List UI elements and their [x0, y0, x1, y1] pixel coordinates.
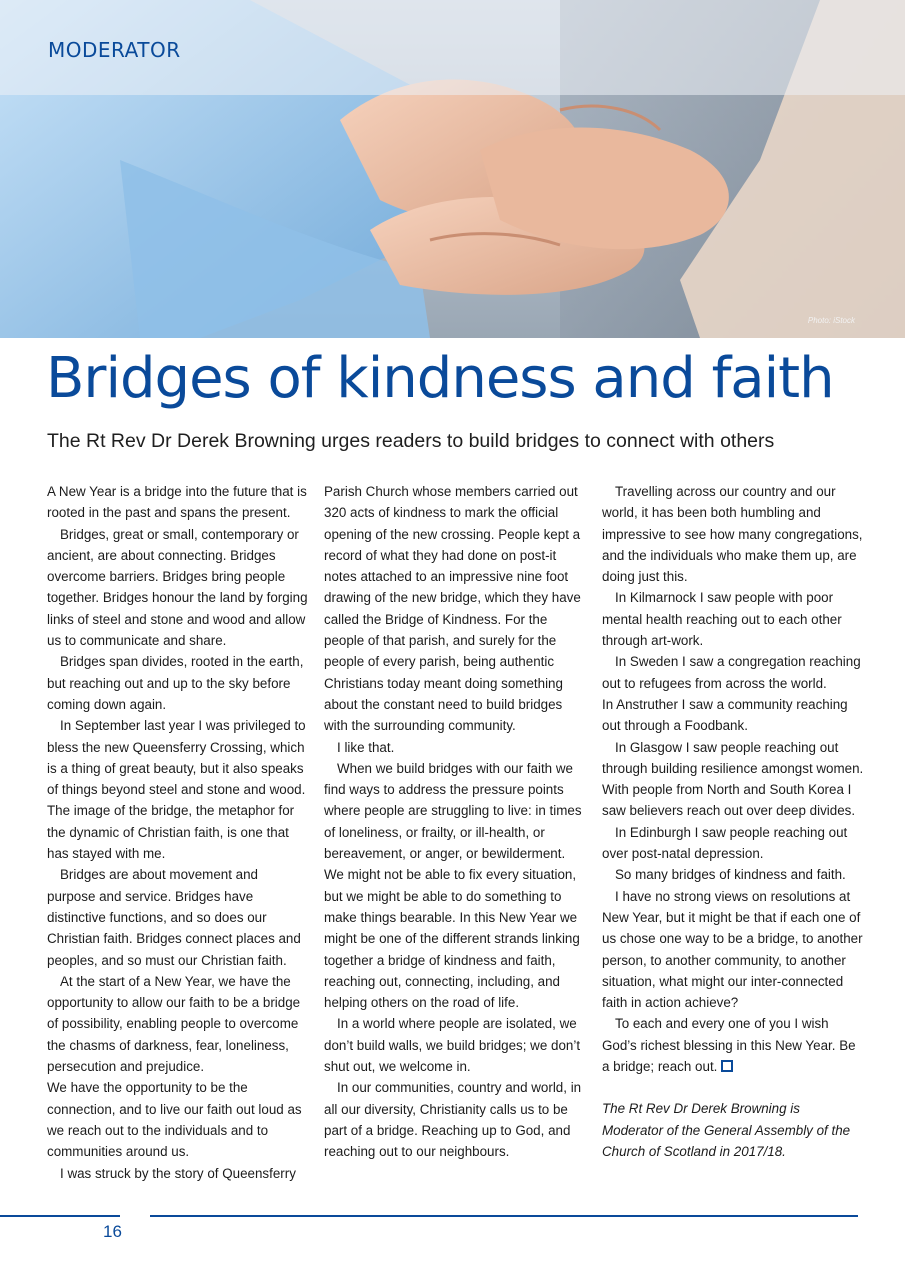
paragraph: In Sweden I saw a congregation reaching out to refugees from across the world. — [602, 654, 861, 691]
paragraph: Bridges are about movement and purpose and service. Bridges have distinctive functions, and so does our Christian faith. Bridges connect places and peoples, and so must our Christian faith. — [47, 867, 301, 968]
paragraph: So many bridges of kindness and faith. — [615, 867, 846, 883]
footer-rule-right — [150, 1215, 858, 1217]
paragraph: I like that. — [337, 739, 395, 755]
paragraph: In a world where people are isolated, we don’t build walls, we build bridges; we don’t shut out, we welcome in. — [324, 1016, 581, 1075]
paragraph: In Kilmarnock I saw people with poor mental health reaching out to each other through art-work. — [602, 590, 842, 649]
author-bio: The Rt Rev Dr Derek Browning is Moderator of the General Assembly of the Church of Scotland in 2017/18. — [602, 1101, 851, 1159]
paragraph: A New Year is a bridge into the future that is rooted in the past and spans the present. — [47, 484, 307, 521]
page-number: 16 — [103, 1222, 122, 1241]
article-subtitle: The Rt Rev Dr Derek Browning urges readers to build bridges to connect with others — [47, 430, 775, 452]
paragraph: Bridges, great or small, contemporary or ancient, are about connecting. Bridges overcome barriers. Bridges bring people together. Bridges honour the land by forging links of steel and stone and wood and allow us to communicate and share. — [47, 526, 308, 649]
article-column-2 — [324, 481, 586, 1163]
footer-rule-left — [0, 1215, 120, 1217]
end-mark-icon — [721, 1060, 733, 1072]
paragraph: At the start of a New Year, we have the opportunity to allow our faith to be a bridge of possibility, enabling people to overcome the chasms of darkness, fear, loneliness, persecution and prejudice. — [47, 973, 301, 1075]
hero-photo — [0, 0, 905, 338]
paragraph: In Edinburgh I saw people reaching out over post-natal depression. — [602, 824, 848, 862]
paragraph: In Anstruther I saw a community reaching out through a Foodbank. — [602, 696, 848, 734]
closing-paragraph — [602, 1013, 864, 1077]
paragraph: We have the opportunity to be the connection, and to live our faith out loud as we reach out to the individuals and to communities around us. — [47, 1080, 302, 1160]
paragraph: Parish Church whose members carried out 320 acts of kindness to mark the official opening of the new crossing. People kept a record of what they had done on post-it notes attached to an impressive nine foot drawing of the new bridge, which they have called the Bridge of Kindness. For the people of that parish, and surely for the people of every parish, being authentic Christians today meant doing something about the constant need to build bridges with the surrounding community. — [324, 484, 581, 734]
paragraph: In our communities, country and world, in all our diversity, Christianity calls us to be part of a bridge. Reaching up to God, and reaching out to our neighbours. — [324, 1080, 582, 1160]
article-column-1 — [47, 481, 309, 1184]
paragraph: I was struck by the story of Queensferry — [60, 1165, 296, 1181]
photo-credit: Photo: iStock — [807, 316, 855, 325]
paragraph: I have no strong views on resolutions at New Year, but it might be that if each one of us chose one way to be a bridge, to another person, to another community, to another situation, what might our inter-connected faith in action achieve? — [602, 888, 863, 1011]
paragraph: Bridges span divides, rooted in the earth, but reaching out and up to the sky before coming down again. — [47, 654, 304, 712]
article-title: Bridges of kindness and faith — [46, 346, 834, 411]
paragraph: Travelling across our country and our world, it has been both humbling and impressive to see how many congregations, and the individuals who make them up, are doing just this. — [602, 484, 863, 585]
paragraph: When we build bridges with our faith we find ways to address the pressure points where people are struggling to live: in times of loneliness, or frailty, or ill-health, or bereavement, or anger, or bewilderment. We might not be able to fix every situation, but we might be able to do something to make things bearable. In this New Year we might be one of the different strands linking together a bridge of kindness and faith, reaching out, connecting, including, and helping others on the road of life. — [324, 760, 582, 1011]
closing-text: To each and every one of you I wish God’s richest blessing in this New Year. Be a bridge; reach out. — [602, 1016, 856, 1075]
article-column-3 — [602, 481, 864, 1162]
paragraph: In Glasgow I saw people reaching out through building resilience amongst women. With people from North and South Korea I saw believers reach out over deep divides. — [602, 739, 864, 819]
section-label: MODERATOR — [48, 38, 181, 62]
paragraph: In September last year I was privileged to bless the new Queensferry Crossing, which is a thing of great beauty, but it also speaks of things beyond steel and stone and wood. The image of the bridge, the metaphor for the dynamic of Christian faith, is one that has stayed with me. — [47, 718, 306, 862]
